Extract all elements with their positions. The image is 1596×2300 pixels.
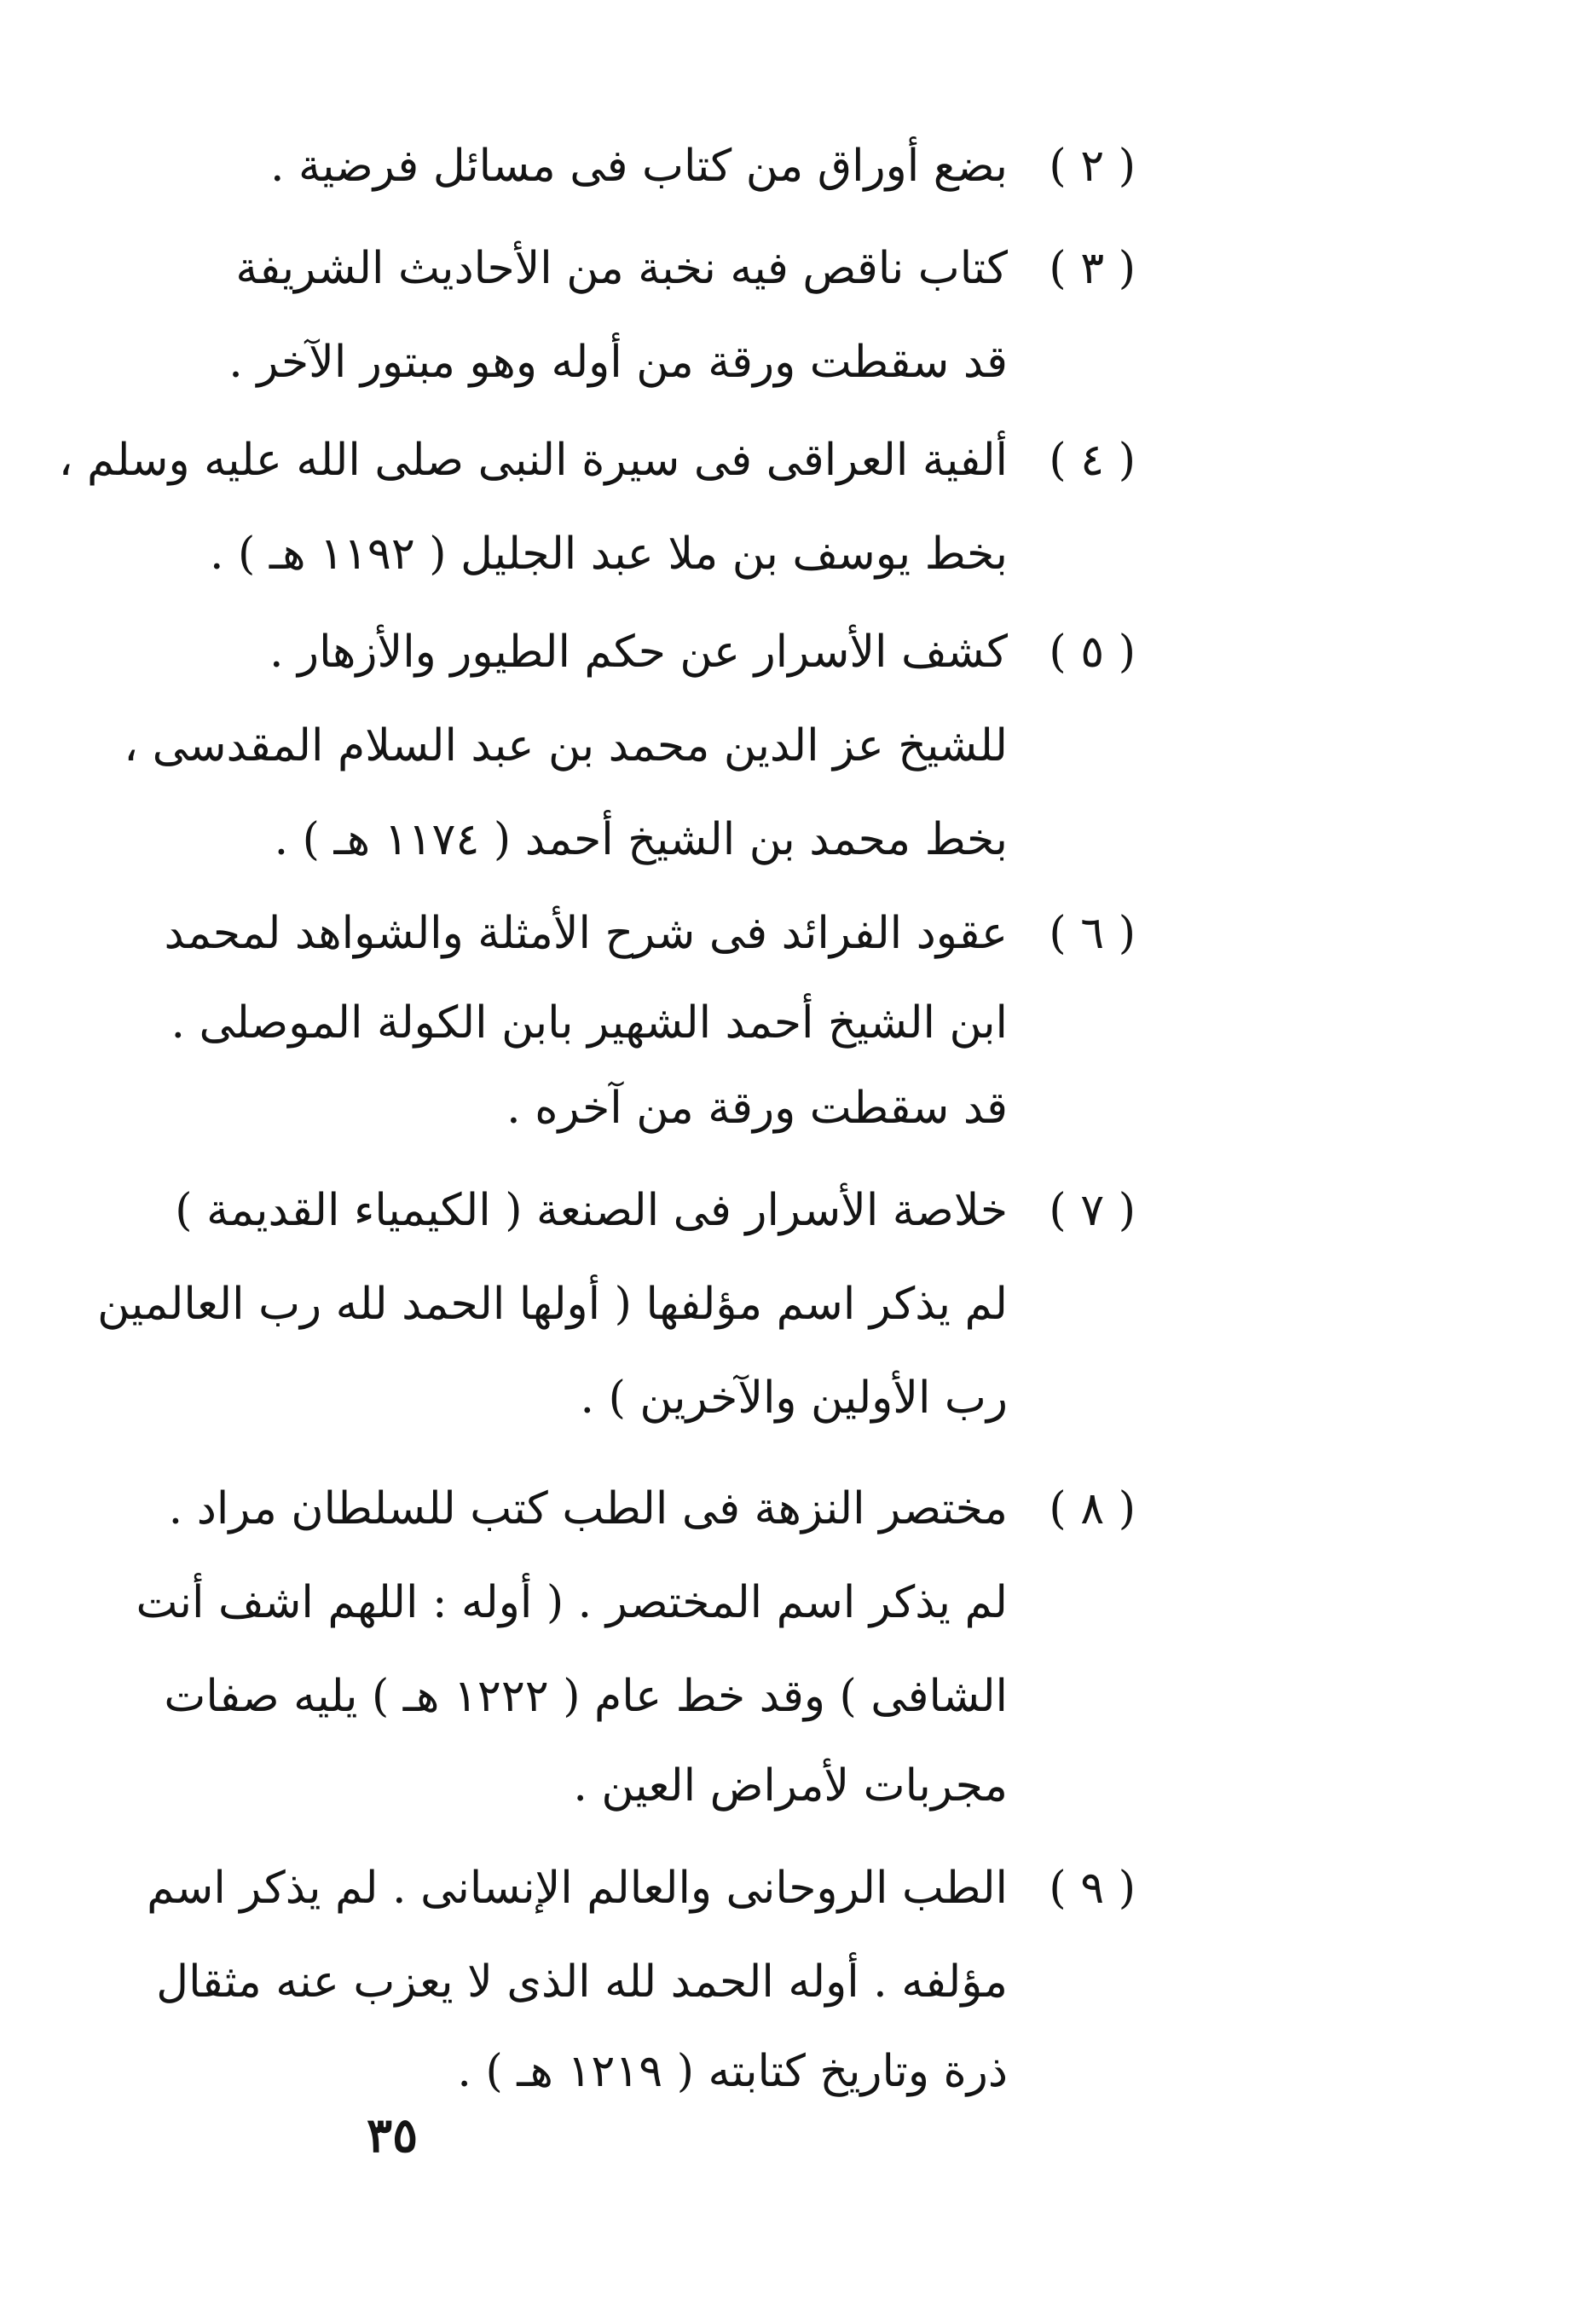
entry-text-line: بخط يوسف بن ملا عبد الجليل ( ١١٩٢ هـ ) . bbox=[209, 529, 1008, 580]
entry-text-line: ألفية العراقى فى سيرة النبى صلى الله عليه وسلم ، bbox=[58, 435, 1008, 486]
entry-text-line: مختصر النزهة فى الطب كتب للسلطان مراد . bbox=[168, 1483, 1008, 1534]
entry-number: ( ٩ ) bbox=[1049, 1863, 1136, 1914]
entry-text-line: عقود الفرائد فى شرح الأمثلة والشواهد لمحمد bbox=[164, 908, 1008, 959]
entry-text-line: الطب الروحانى والعالم الإنسانى . لم يذكر اسم bbox=[147, 1863, 1008, 1914]
entry-text-line: للشيخ عز الدين محمد بن عبد السلام المقدسى ، bbox=[124, 720, 1008, 771]
entry-number: ( ٤ ) bbox=[1049, 435, 1136, 486]
entry-text-line: بخط محمد بن الشيخ أحمد ( ١١٧٤ هـ ) . bbox=[274, 814, 1008, 865]
entry-number: ( ٣ ) bbox=[1049, 243, 1136, 294]
entry-number: ( ٦ ) bbox=[1049, 908, 1136, 959]
entry-text-line: ذرة وتاريخ كتابته ( ١٢١٩ هـ ) . bbox=[457, 2046, 1008, 2097]
entry-number: ( ٧ ) bbox=[1049, 1185, 1136, 1236]
entry-number: ( ٨ ) bbox=[1049, 1483, 1136, 1534]
entry-text-line: بضع أوراق من كتاب فى مسائل فرضية . bbox=[269, 141, 1008, 192]
entry-text-line: الشافى ) وقد خط عام ( ١٢٢٢ هـ ) يليه صفات bbox=[164, 1671, 1008, 1722]
entry-text-line: مؤلفه . أوله الحمد لله الذى لا يعزب عنه مثقال bbox=[156, 1956, 1008, 2008]
entry-text-line: رب الأولين والآخرين ) . bbox=[580, 1372, 1008, 1424]
entry-text-line: لم يذكر اسم مؤلفها ( أولها الحمد لله رب العالمين bbox=[97, 1279, 1008, 1330]
entry-text-line: ابن الشيخ أحمد الشهير بابن الكولة الموصلى . bbox=[171, 997, 1008, 1049]
entry-number: ( ٥ ) bbox=[1049, 627, 1136, 678]
entry-text-line: كتاب ناقص فيه نخبة من الأحاديث الشريفة bbox=[235, 243, 1008, 294]
entry-text-line: مجربات لأمراض العين . bbox=[573, 1760, 1008, 1812]
entry-text-line: قد سقطت ورقة من أوله وهو مبتور الآخر . bbox=[228, 337, 1008, 388]
entry-text-line: كشف الأسرار عن حكم الطيور والأزهار . bbox=[269, 627, 1008, 678]
entry-text-line: خلاصة الأسرار فى الصنعة ( الكيمياء القديمة ) bbox=[175, 1185, 1008, 1236]
entry-text-line: قد سقطت ورقة من آخره . bbox=[506, 1083, 1008, 1134]
entry-text-line: لم يذكر اسم المختصر . ( أوله : اللهم اشف أنت bbox=[136, 1577, 1008, 1628]
entry-number: ( ٢ ) bbox=[1049, 141, 1136, 192]
page-number: ٣٥ bbox=[367, 2107, 419, 2164]
